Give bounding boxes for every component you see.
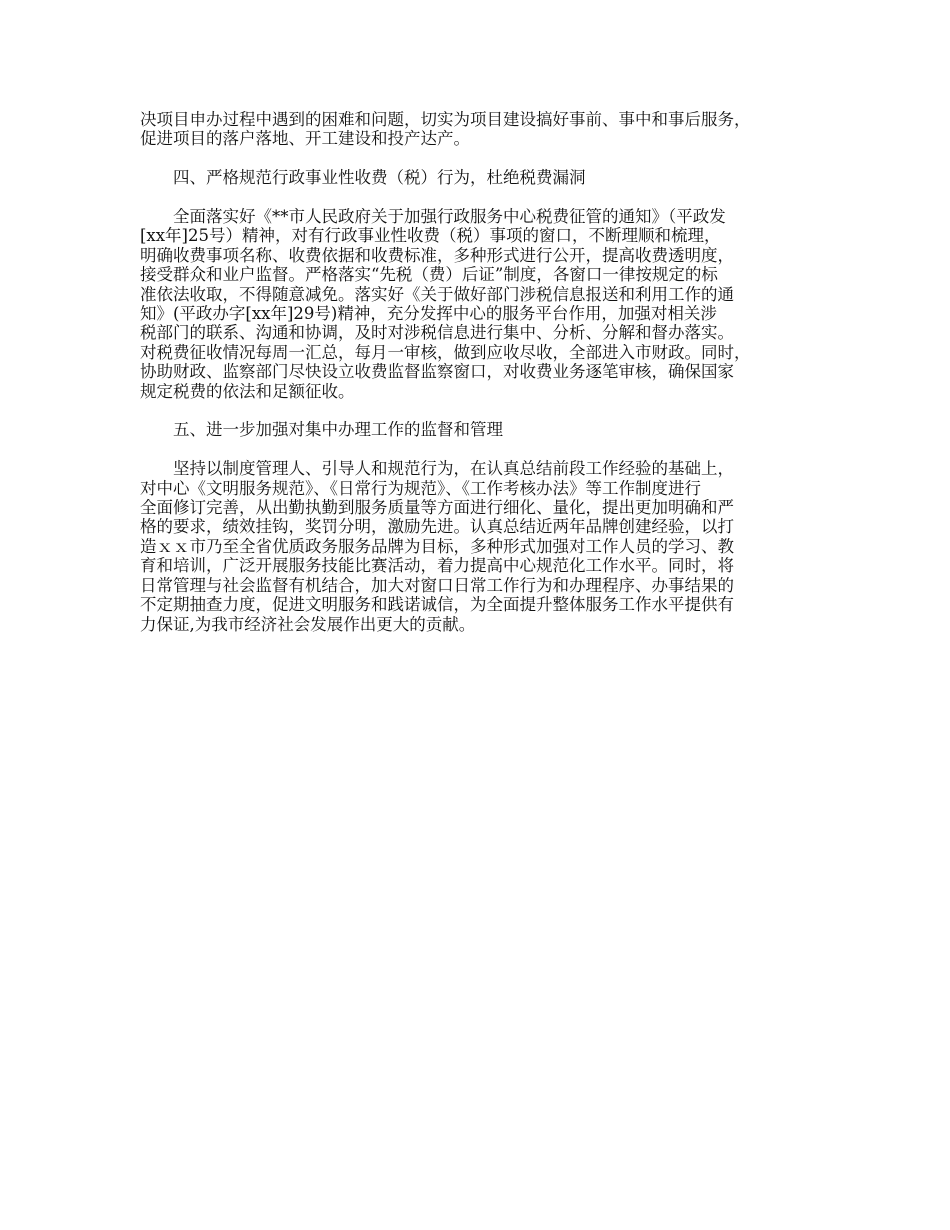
section-5-paragraph: 坚持以制度管理人、引导人和规范行为，在认真总结前段工作经验的基础上， 对中心《文明服务规范》、《日常行为规范》、《工作考核办法》等工作制度进行 全面修订完善，从出勤执勤到服务质量等方面进行细化、量化，提出更加明确和严 格的要求，绩效挂钩，奖罚分明，激励先进。认真总结近两年品牌创建经验，以打 造ｘｘ市乃至全省优质政务服务品牌为目标，多种形式加强对工作人员的学习、教 育和培训，广泛开展服务技能比赛活动，着力提高中心规范化工作水平。同时，将 日常管理与社会监督有机结合，加大对窗口日常工作行为和办理程序、办事结果的 不定期抽查力度，促进文明服务和践诺诚信，为全面提升整体服务工作水平提供有 力保证,为我市经济社会发展作出更大的贡献。	[140, 459, 734, 634]
spacer	[140, 188, 830, 207]
intro-paragraph: 决项目申办过程中遇到的困难和问题，切实为项目建设搞好事前、事中和事后服务， 促进项目的落户落地、开工建设和投产达产。	[140, 110, 751, 149]
section-5-heading: 五、进一步加强对集中办理工作的监督和管理	[173, 420, 503, 440]
section-4-heading: 四、严格规范行政事业性收费（税）行为，杜绝税费漏洞	[173, 168, 586, 188]
spacer	[140, 149, 830, 168]
spacer	[140, 401, 830, 420]
spacer	[140, 440, 830, 459]
document-body	[140, 110, 830, 634]
section-4-paragraph: 全面落实好《**市人民政府关于加强行政服务中心税费征管的通知》（平政发 [xx年]25号）精神，对有行政事业性收费（税）事项的窗口，不断理顺和梳理， 明确收费事项名称、收费依据和收费标准，多种形式进行公开，提高收费透明度， 接受群众和业户监督。严格落实“先税（费）后证”制度，各窗口一律按规定的标 准依法收取，不得随意减免。落实好《关于做好部门涉税信息报送和利用工作的通 知》(平政办字[xx年]29号)精神，充分发挥中心的服务平台作用，加强对相关涉 税部门的联系、沟通和协调，及时对涉税信息进行集中、分析、分解和督办落实。 对税费征收情况每周一汇总，每月一审核，做到应收尽收，全部进入市财政。同时， 协助财政、监察部门尽快设立收费监督监察窗口，对收费业务逐笔审核，确保国家 规定税费的依法和足额征收。	[140, 207, 751, 401]
